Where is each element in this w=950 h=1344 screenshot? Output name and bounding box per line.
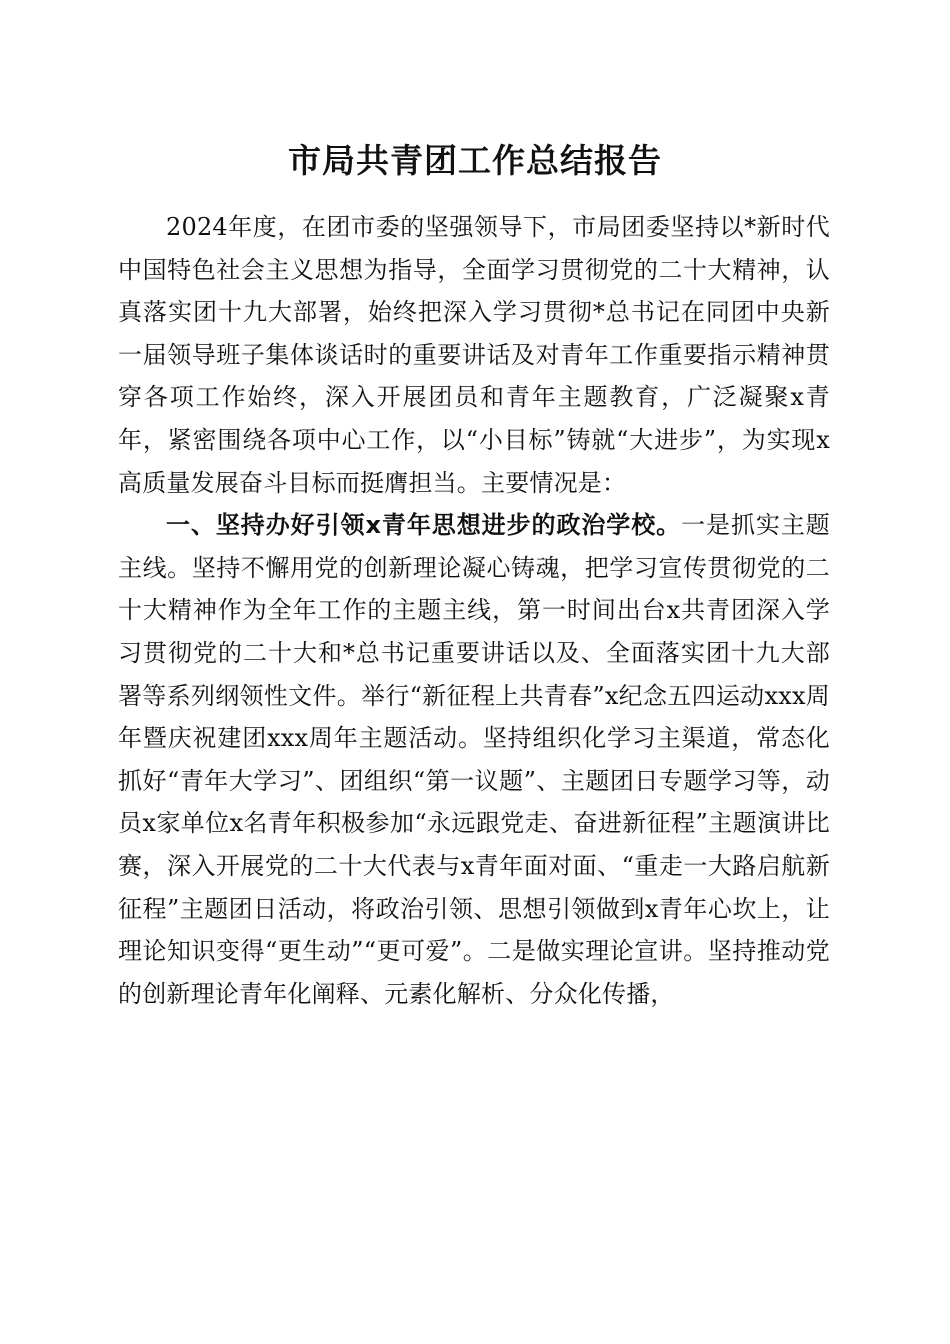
intro-paragraph-text: 2024年度，在团市委的坚强领导下，市局团委坚持以*新时代中国特色社会主义思想为指导，全面学习贯彻党的二十大精神，认真落实团十九大部署，始终把深入学习贯彻*总书记在同团中央新一届领导班子集体谈话时的重要讲话及对青年工作重要指示精神贯穿各项工作始终，深入开展团员和青年主题教育，广泛凝聚x青年，紧密围绕各项中心工作，以“小目标”铸就“大进步”，为实现x高质量发展奋斗目标而挺膺担当。主要情况是： [118, 213, 830, 497]
section-one-text: 一是抓实主题主线。坚持不懈用党的创新理论凝心铸魂，把学习宣传贯彻党的二十大精神作为全年工作的主题主线，第一时间出台x共青团深入学习贯彻党的二十大和*总书记重要讲话以及、全面落实团十九大部署等系列纲领性文件。举行“新征程上共青春”x纪念五四运动xxx周年暨庆祝建团xxx周年主题活动。坚持组织化学习主渠道，常态化抓好“青年大学习”、团组织“第一议题”、主题团日专题学习等，动员x家单位x名青年积极参加“永远跟党走、奋进新征程”主题演讲比赛，深入开展党的二十大代表与x青年面对面、“重走一大路启航新征程”主题团日活动，将政治引领、思想引领做到x青年心坎上，让理论知识变得“更生动”“更可爱”。二是做实理论宣讲。坚持推动党的创新理论青年化阐释、元素化解析、分众化传播， [118, 511, 830, 1008]
section-one-heading: 一、坚持办好引领x青年思想进步的政治学校。 [166, 511, 682, 540]
document-title: 市局共青团工作总结报告 [288, 141, 662, 180]
section-one-paragraph [118, 504, 830, 1015]
document-body [118, 206, 830, 1015]
intro-paragraph [118, 206, 830, 504]
